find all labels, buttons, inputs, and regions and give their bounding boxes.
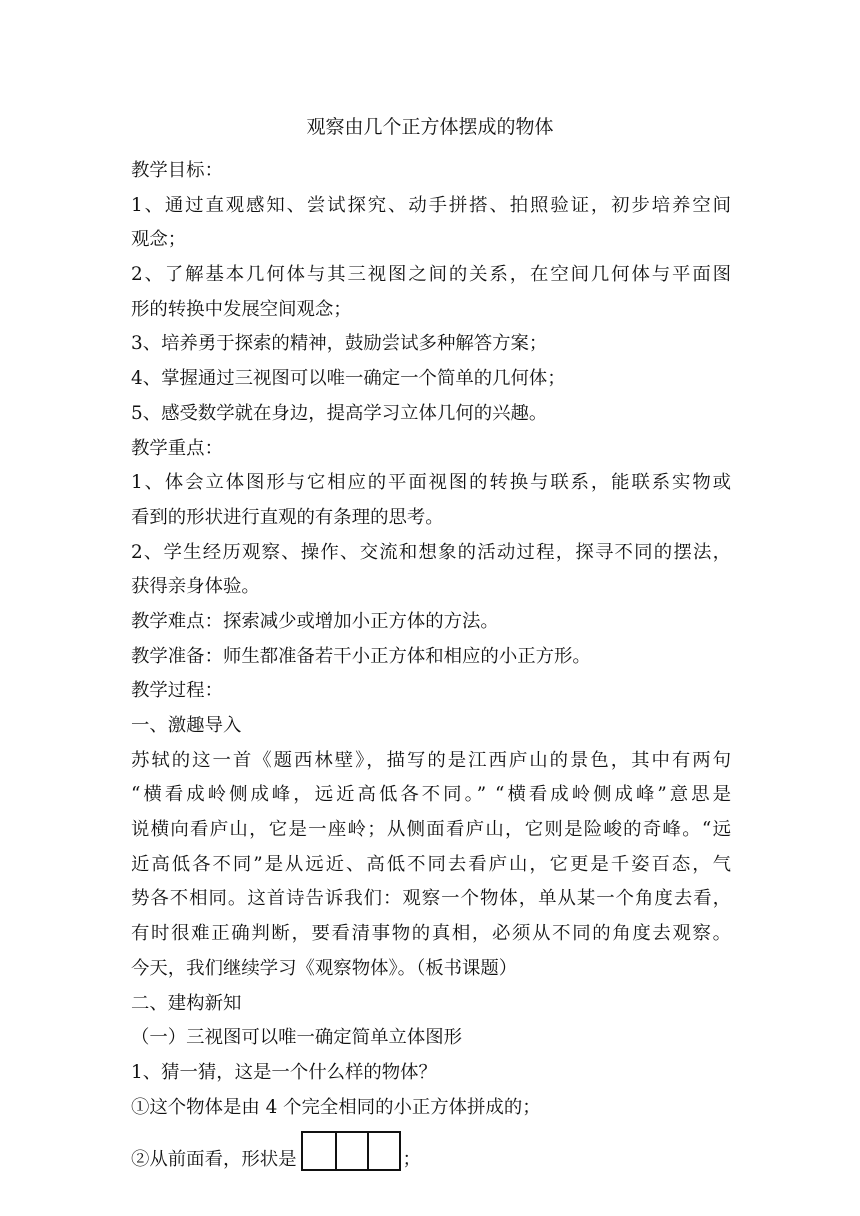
front-view-square	[303, 1133, 335, 1169]
paragraph-line: 今天，我们继续学习《观察物体》。（板书课题）	[131, 957, 518, 979]
paragraph-line: “横看成岭侧成峰，远近高低各不同。” “横看成岭侧成峰”意思是	[131, 784, 731, 806]
paragraph-line: 苏轼的这一首《题西林壁》，描写的是江西庐山的景色，其中有两句	[131, 749, 731, 771]
key-point-line: 1、体会立体图形与它相应的平面视图的转换与联系，能联系实物或	[131, 472, 731, 494]
front-view-diagram	[301, 1131, 401, 1171]
section-heading: 二、建构新知	[131, 992, 242, 1014]
question-line: 1、猜一猜，这是一个什么样的物体？	[131, 1061, 437, 1083]
clue-suffix: ；	[402, 1149, 421, 1171]
key-point-line: 获得亲身体验。	[131, 576, 260, 598]
document-body	[131, 154, 731, 1173]
section-heading: 一、激趣导入	[131, 715, 242, 736]
subsection-heading: （一）三视图可以唯一确定简单立体图形	[131, 1027, 463, 1049]
process-heading: 教学过程：	[131, 680, 223, 702]
clue-prefix: ②从前面看，形状是	[131, 1149, 297, 1171]
paragraph-line: 势各不相同。这首诗告诉我们：观察一个物体，单从某一个角度去看，	[131, 888, 731, 910]
front-view-clue	[131, 1133, 731, 1173]
paragraph-line: 近高低各不同”是从远近、高低不同去看庐山，它更是千姿百态，气	[131, 853, 731, 875]
key-point-line: 2、学生经历观察、操作、交流和想象的活动过程，探寻不同的摆法，	[131, 541, 731, 563]
front-view-square	[367, 1133, 399, 1169]
goal-line: 1、通过直观感知、尝试探究、动手拼搭、拍照验证，初步培养空间	[131, 194, 731, 216]
document-title: 观察由几个正方体摆成的物体	[306, 116, 554, 138]
goals-heading: 教学目标：	[131, 160, 223, 181]
difficulty-line: 教学难点：探索减少或增加小正方体的方法。	[131, 610, 499, 632]
goal-line: 观念；	[131, 229, 187, 251]
goal-line: 2、了解基本几何体与其三视图之间的关系，在空间几何体与平面图	[131, 264, 731, 286]
front-view-square	[335, 1133, 367, 1169]
preparation-line: 教学准备：师生都准备若干小正方体和相应的小正方形。	[131, 645, 591, 667]
key-points-heading: 教学重点：	[131, 437, 223, 459]
paragraph-line: 有时很难正确判断，要看清事物的真相，必须从不同的角度去观察。	[131, 923, 731, 945]
goal-line: 3、培养勇于探索的精神，鼓励尝试多种解答方案；	[131, 333, 548, 355]
goal-line: 5、感受数学就在身边，提高学习立体几何的兴趣。	[131, 402, 548, 424]
paragraph-line: 说横向看庐山，它是一座岭；从侧面看庐山，它则是险峻的奇峰。“远	[131, 819, 731, 841]
goal-line: 4、掌握通过三视图可以唯一确定一个简单的几何体；	[131, 368, 566, 390]
key-point-line: 看到的形状进行直观的有条理的思考。	[131, 506, 444, 528]
goal-line: 形的转换中发展空间观念；	[131, 298, 352, 320]
clue-line: ①这个物体是由 4 个完全相同的小正方体拼成的；	[131, 1096, 541, 1118]
